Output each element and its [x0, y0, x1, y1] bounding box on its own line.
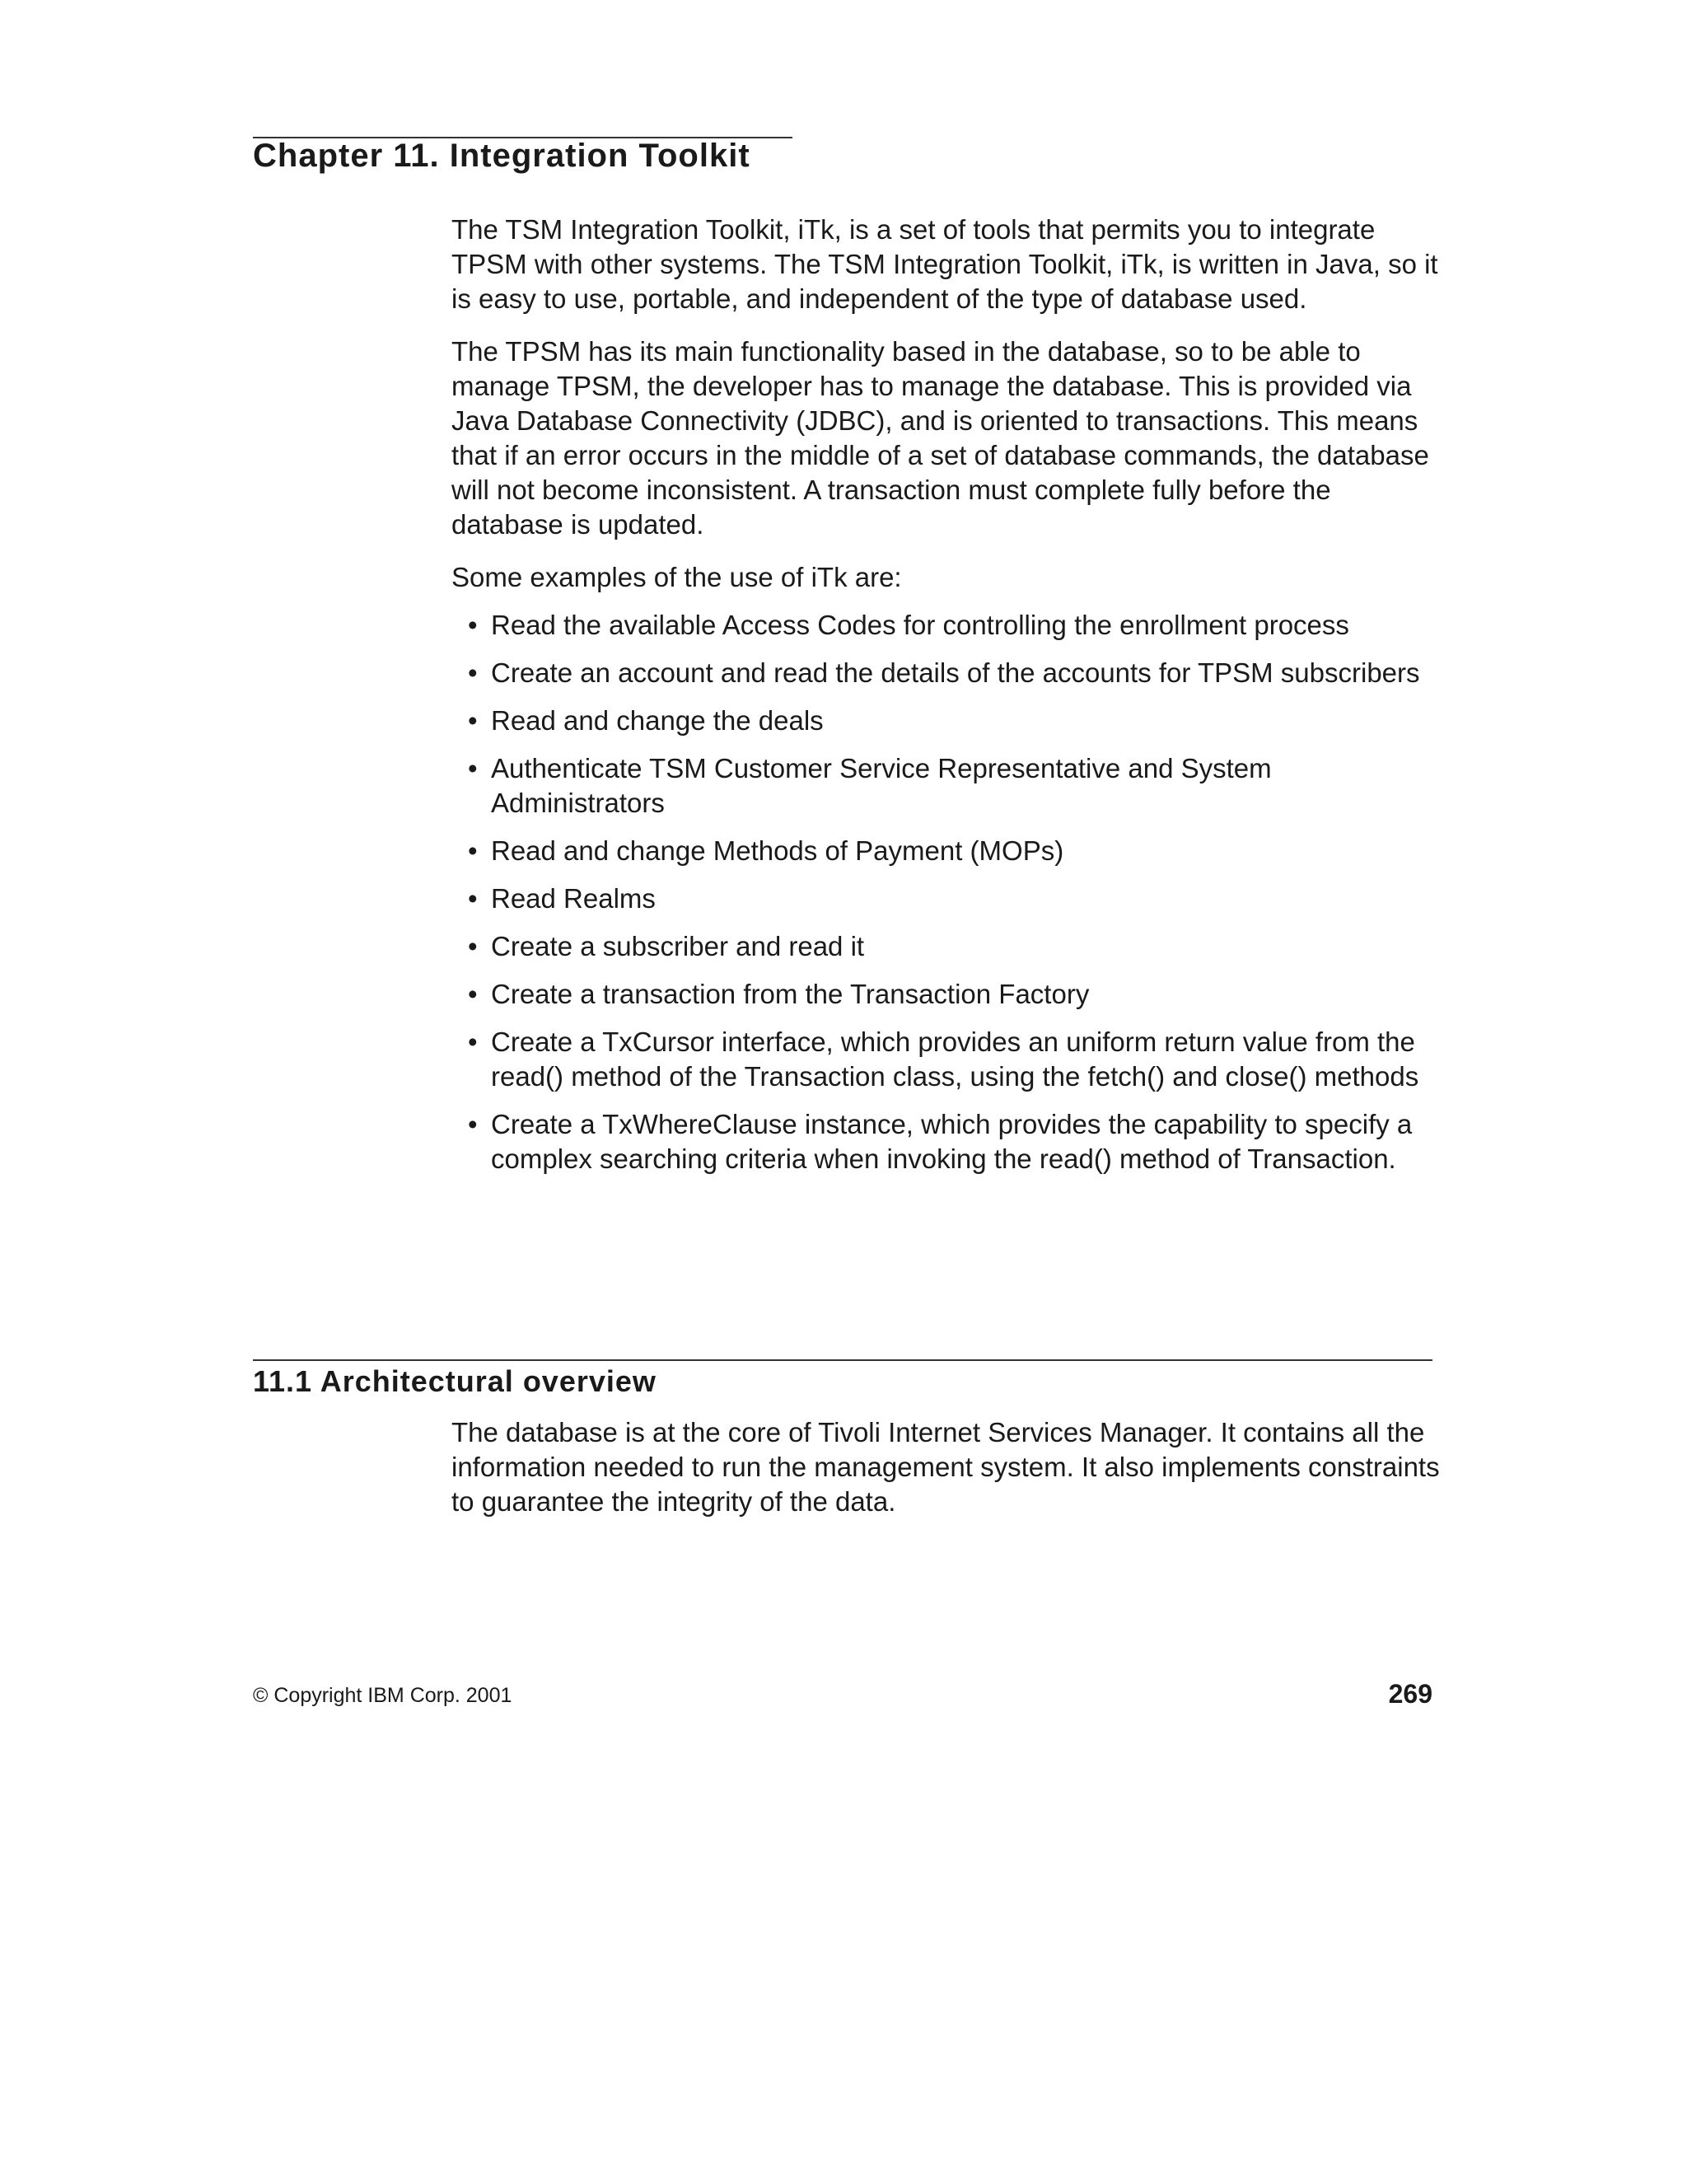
bullet-icon: • — [468, 883, 478, 914]
intro-paragraph: The TSM Integration Toolkit, iTk, is a set of tools that permits you to integrate TPSM with other systems. The TSM Integration Toolkit, iTk, is written in Java, so it is easy to use, portable, and independent of the type of database used. — [451, 214, 1438, 314]
examples-list — [451, 608, 1440, 1176]
bullet-icon: • — [468, 1109, 478, 1139]
section-text-block — [451, 1415, 1440, 1519]
list-item-text: Create a TxCursor interface, which provides an uniform return value from the read() method of the Transaction class, using the fetch() and close() methods — [491, 1027, 1419, 1092]
list-item-text: Read and change Methods of Payment (MOPs) — [491, 835, 1064, 866]
list-item — [451, 1025, 1440, 1094]
chapter-title: Chapter 11. Integration Toolkit — [253, 138, 750, 174]
section-title: 11.1 Architectural overview — [253, 1364, 657, 1398]
bullet-icon: • — [468, 657, 478, 688]
list-item-text: Read the available Access Codes for controlling the enrollment process — [491, 610, 1349, 640]
list-item — [451, 929, 1440, 964]
bullet-icon: • — [468, 705, 478, 736]
bullet-icon: • — [468, 931, 478, 961]
list-item — [451, 977, 1440, 1012]
intro-text-block — [451, 213, 1440, 1190]
list-item — [451, 608, 1440, 643]
section-paragraph: The database is at the core of Tivoli Internet Services Manager. It contains all the information needed to run the management system. It also implements constraints to guarantee the integrity of the data. — [451, 1417, 1440, 1517]
list-item — [451, 1107, 1440, 1176]
list-item-text: Create a transaction from the Transaction Factory — [491, 979, 1090, 1009]
bullet-icon: • — [468, 753, 478, 783]
intro-paragraph: The TPSM has its main functionality based in the database, so to be able to manage TPSM, the developer has to manage the database. This is provided via Java Database Connectivity (JDBC), and is oriented to transactions. This means that if an error occurs in the middle of a set of database commands, the database will not become inconsistent. A transaction must complete fully before the database is updated. — [451, 336, 1429, 540]
list-item-text: Create a TxWhereClause instance, which provides the capability to specify a complex searching criteria when invoking the read() method of Transaction. — [491, 1109, 1413, 1174]
examples-lead-in: Some examples of the use of iTk are: — [451, 562, 902, 592]
list-item — [451, 834, 1440, 868]
list-item-text: Authenticate TSM Customer Service Representative and System Administrators — [491, 753, 1272, 818]
list-item — [451, 751, 1440, 821]
list-item-text: Read Realms — [491, 883, 656, 914]
list-item — [451, 882, 1440, 916]
list-item — [451, 704, 1440, 738]
page-number: 269 — [1388, 1679, 1432, 1709]
section-top-rule — [253, 1359, 1432, 1361]
bullet-icon: • — [468, 1027, 478, 1057]
list-item-text: Create an account and read the details of the accounts for TPSM subscribers — [491, 657, 1420, 688]
list-item-text: Create a subscriber and read it — [491, 931, 865, 961]
list-item — [451, 656, 1440, 690]
bullet-icon: • — [468, 610, 478, 640]
footer-copyright: © Copyright IBM Corp. 2001 — [253, 1684, 512, 1707]
bullet-icon: • — [468, 979, 478, 1009]
list-item-text: Read and change the deals — [491, 705, 824, 736]
bullet-icon: • — [468, 835, 478, 866]
